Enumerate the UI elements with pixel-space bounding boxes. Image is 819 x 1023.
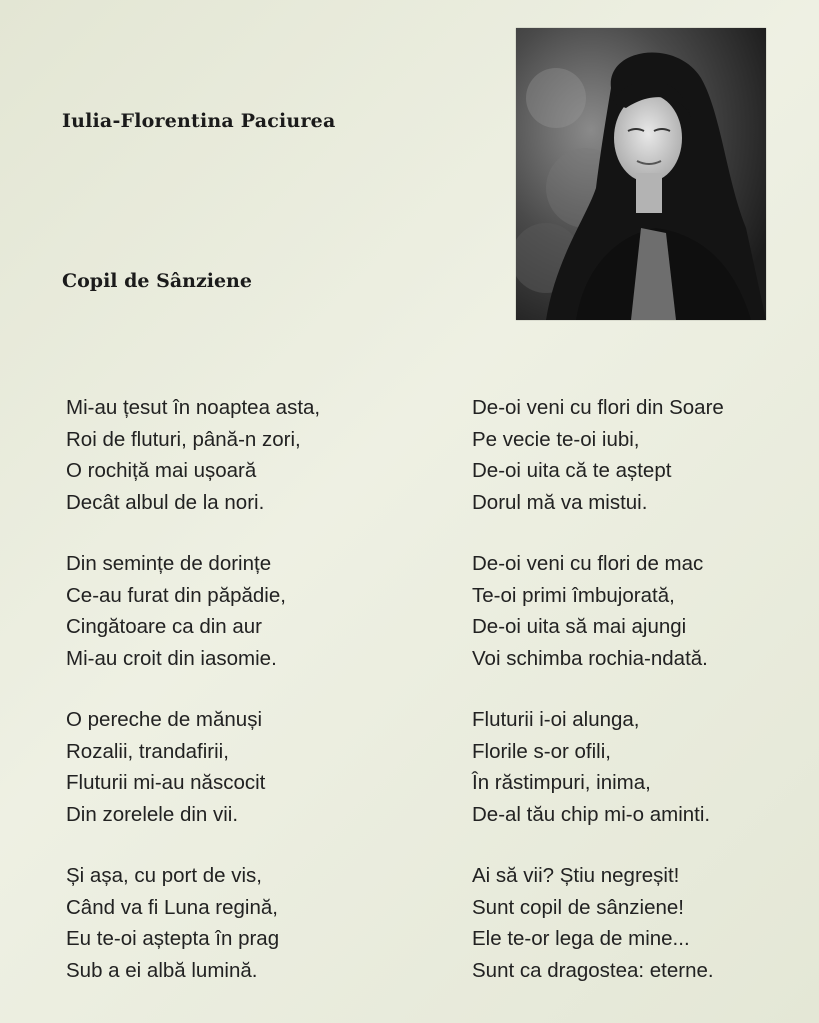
poem-line: Sub a ei albă lumină. [66, 958, 258, 982]
stanza [66, 704, 396, 830]
poem-line: O pereche de mănuși [66, 708, 263, 731]
poem-line: O rochiță mai ușoară [66, 459, 257, 482]
stanza [66, 860, 396, 986]
poem-line: Din zorelele din vii. [66, 802, 239, 826]
poem-line: De-oi uita să mai ajungi [472, 615, 687, 638]
poem-line: Florile s-or ofili, [472, 739, 611, 763]
poem-line: Mi-au țesut în noaptea asta, [66, 396, 321, 419]
poem-left-column [66, 392, 396, 1016]
poem-line: Când va fi Luna regină, [66, 895, 278, 919]
stanza [472, 704, 802, 830]
poem-line: Roi de fluturi, până-n zori, [66, 427, 301, 451]
stanza [472, 392, 802, 518]
poem-line: Fluturii i-oi alunga, [472, 708, 640, 731]
stanza [66, 392, 396, 518]
portrait-photo-icon [516, 28, 766, 320]
poem-line: Voi schimba rochia-ndată. [472, 646, 708, 670]
poem-line: Ele te-or lega de mine... [472, 927, 690, 950]
poem-line: Pe vecie te-oi iubi, [472, 427, 640, 451]
poem-line: Decât albul de la nori. [66, 490, 265, 514]
poem-line: Cingătoare ca din aur [66, 615, 263, 638]
poem-line: Ai să vii? Știu negreșit! [472, 864, 680, 887]
poem-right-column [472, 392, 802, 1016]
poem-line: Ce-au furat din păpădie, [66, 583, 286, 607]
stanza [66, 548, 396, 674]
poem-line: Eu te-oi aștepta în prag [66, 927, 280, 950]
stanza [472, 548, 802, 674]
poem-line: De-oi veni cu flori din Soare [472, 396, 724, 419]
poem-line: Rozalii, trandafirii, [66, 739, 229, 763]
poem-line: De-oi uita că te aștept [472, 459, 672, 482]
stanza [472, 860, 802, 986]
poem-line: Sunt copil de sânziene! [472, 895, 684, 919]
poem-line: Sunt ca dragostea: eterne. [472, 958, 714, 982]
poem-title: Copil de Sânziene [62, 270, 252, 292]
poem-line: Dorul mă va mistui. [472, 490, 648, 514]
poem-line: Te-oi primi îmbujorată, [472, 583, 675, 607]
poem-line: De-al tău chip mi-o aminti. [472, 802, 711, 826]
author-name: Iulia-Florentina Paciurea [62, 110, 336, 132]
poem-line: În răstimpuri, inima, [472, 771, 651, 794]
poem-line: Fluturii mi-au născocit [66, 771, 266, 794]
poem-line: Din semințe de dorințe [66, 552, 272, 575]
poem-line: Mi-au croit din iasomie. [66, 646, 277, 670]
poem-line: Și așa, cu port de vis, [66, 864, 262, 887]
poem-line: De-oi veni cu flori de mac [472, 552, 704, 575]
